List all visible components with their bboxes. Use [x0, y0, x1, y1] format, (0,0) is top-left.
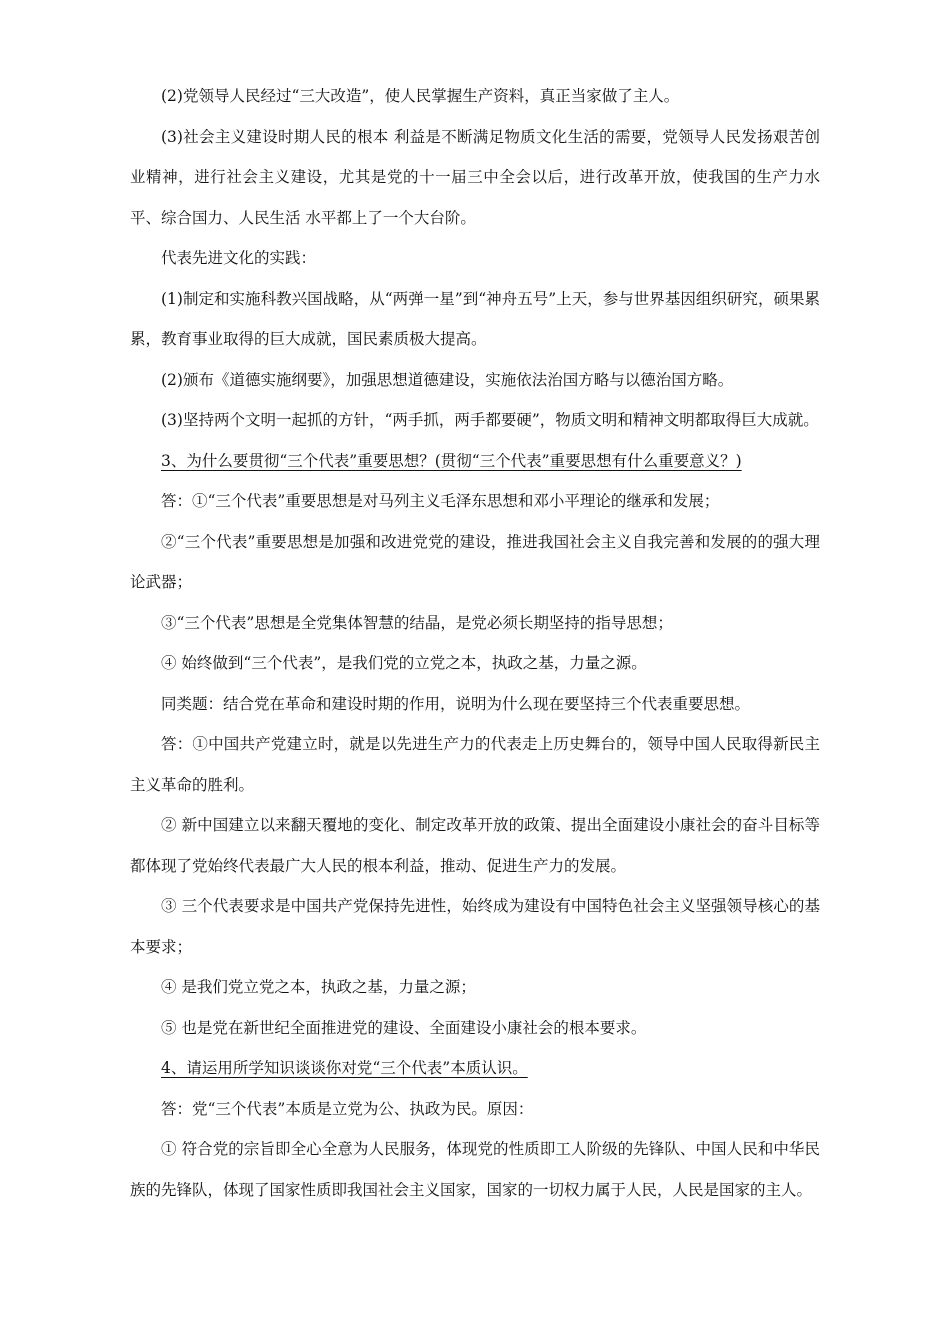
paragraph: 代表先进文化的实践：: [161, 249, 317, 267]
paragraph: ⑤ 也是党在新世纪全面推进党的建设、全面建设小康社会的根本要求。: [161, 1018, 647, 1037]
paragraph: 答：①中国共产党建立时，就是以先进生产力的代表走上历史舞台的，领导中国人民取得新民主主义革命的胜利。: [130, 735, 820, 794]
paragraph: (3)社会主义建设时期人民的根本 利益是不断满足物质文化生活的需要，党领导人民发扬艰苦创业精神，进行社会主义建设，尤其是党的十一届三中全会以后，进行改革开放，使我国的生产力水平、综合国力、人民生活 水平都上了一个大台阶。: [130, 127, 820, 227]
paragraph: 答：①“三个代表”重要思想是对马列主义毛泽东思想和邓小平理论的继承和发展；: [161, 492, 720, 510]
paragraph: ②“三个代表”重要思想是加强和改进党党的建设，推进我国社会主义自我完善和发展的的强大理论武器；: [130, 532, 820, 591]
paragraph: ③ 三个代表要求是中国共产党保持先进性，始终成为建设有中国特色社会主义坚强领导核心的基本要求；: [130, 897, 820, 956]
paragraph: ③“三个代表”思想是全党集体智慧的结晶，是党必须长期坚持的指导思想；: [161, 613, 673, 632]
paragraph: 同类题：结合党在革命和建设时期的作用，说明为什么现在要坚持三个代表重要思想。: [161, 694, 751, 713]
paragraph: (3)坚持两个文明一起抓的方针，“两手抓，两手都要硬”，物质文明和精神文明都取得巨大成就。: [161, 411, 819, 429]
paragraph: ② 新中国建立以来翻天覆地的变化、制定改革开放的政策、提出全面建设小康社会的奋斗目标等都体现了党始终代表最广大人民的根本利益，推动、促进生产力的发展。: [130, 816, 820, 875]
paragraph: ④ 是我们党立党之本，执政之基，力量之源；: [161, 978, 476, 996]
paragraph: (2)党领导人民经过“三大改造”，使人民掌握生产资料，真正当家做了主人。: [161, 87, 680, 105]
paragraph: (2)颁布《道德实施纲要》，加强思想道德建设，实施依法治国方略与以德治国方略。: [161, 370, 734, 389]
question-heading: 3、为什么要贯彻“三个代表”重要思想？(贯彻“三个代表”重要思想有什么重要意义？): [161, 451, 742, 470]
paragraph: ① 符合党的宗旨即全心全意为人民服务，体现党的性质即工人阶级的先锋队、中国人民和中华民族的先锋队，体现了国家性质即我国社会主义国家，国家的一切权力属于人民，人民是国家的主人。: [130, 1140, 820, 1199]
question-heading: 4、请运用所学知识谈谈你对党“三个代表”本质认识。: [161, 1059, 528, 1077]
paragraph: 答：党“三个代表”本质是立党为公、执政为民。原因：: [161, 1099, 534, 1118]
document-body: [130, 76, 820, 1210]
paragraph: ④ 始终做到“三个代表”，是我们党的立党之本，执政之基，力量之源。: [161, 654, 647, 672]
paragraph: (1)制定和实施科教兴国战略，从“两弹一星”到“神舟五号”上天，参与世界基因组织研究，硕果累累，教育事业取得的巨大成就，国民素质极大提高。: [130, 289, 820, 348]
